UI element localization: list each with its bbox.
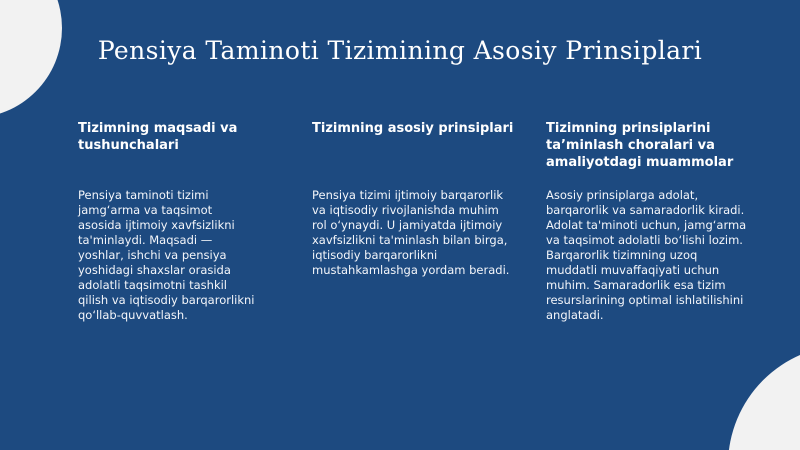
column-heading: Tizimning asosiy prinsiplari <box>312 121 514 136</box>
decorative-circle-bottom-right <box>728 345 800 450</box>
column-heading: Tizimning maqsadi va tushunchalari <box>78 121 238 153</box>
column-principles <box>312 120 517 277</box>
column-body: Pensiya taminoti tizimi jamg‘arma va taqsimot asosida ijtimoiy xavfsizlikni ta'minlaydi. Maqsadi — yoshlar, ishchi va pensiya yoshidagi shaxslar orasida adolatli taqsimotni tashkil qilish va iqtisodiy barqarorlikni qo‘llab-quvvatlash. <box>78 188 255 322</box>
column-heading: Tizimning prinsiplarini ta’minlash choralari va amaliyotdagi muammolar <box>546 121 734 170</box>
slide-title: Pensiya Taminoti Tizimining Asosiy Prinsiplari <box>97 36 703 65</box>
column-body: Asosiy prinsiplarga adolat, barqarorlik va samaradorlik kiradi. Adolat ta'minoti uchun, jamg‘arma va taqsimot adolatli bo‘lishi lozim. Barqarorlik tizimning uzoq muddatli muvaffaqiyati uchun muhim. Samaradorlik esa tizim resurslarining optimal ishlatilishini anglatadi. <box>546 188 747 322</box>
column-goals <box>78 120 278 322</box>
column-body: Pensiya tizimi ijtimoiy barqarorlik va iqtisodiy rivojlanishda muhim rol o‘ynaydi. U jamiyatda ijtimoiy xavfsizlikni ta'minlash bilan birga, iqtisodiy barqarorlikni mustahkamlashga yordam beradi. <box>312 188 510 277</box>
column-measures <box>546 120 756 322</box>
